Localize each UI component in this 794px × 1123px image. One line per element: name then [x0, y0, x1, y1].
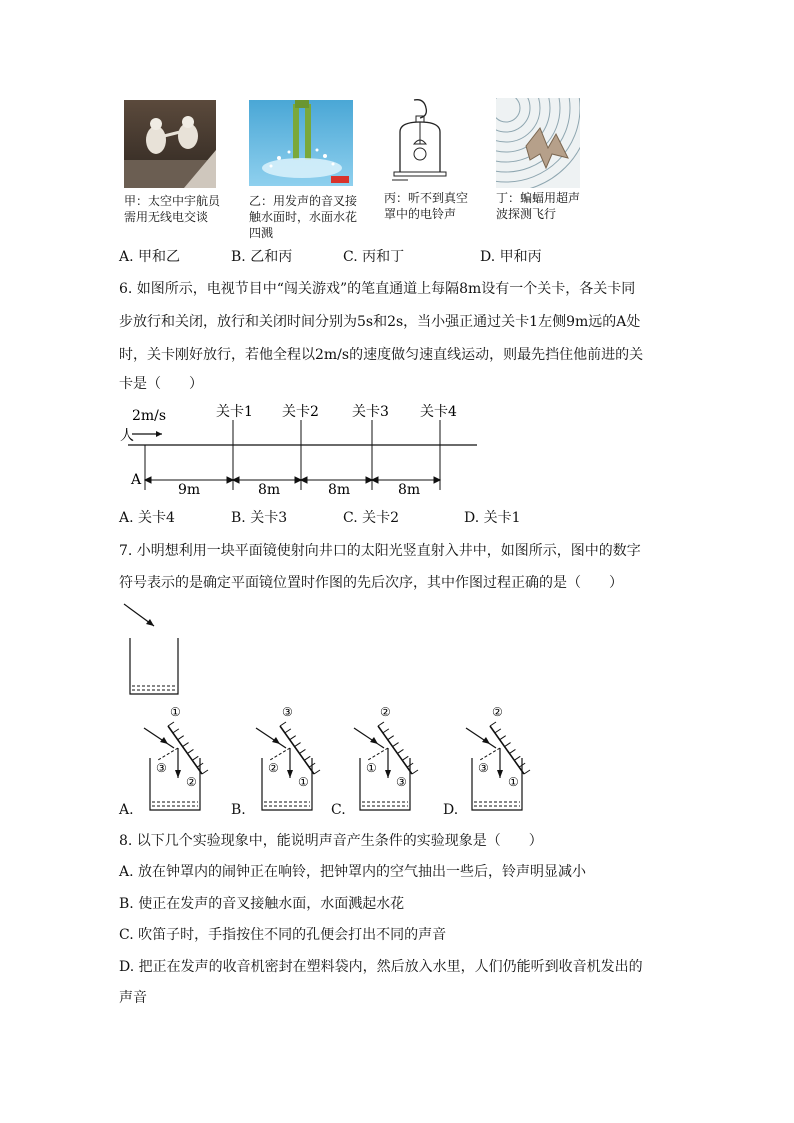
caption-line: 触水面时，水面水花 — [249, 210, 358, 224]
distance-8m-3: 8m — [398, 482, 421, 498]
normal-line — [158, 748, 178, 760]
caption-line: 丁：蝙蝠用超声 — [496, 191, 581, 205]
mirror-hatch — [304, 756, 310, 760]
distance-8m-2: 8m — [328, 482, 351, 498]
q6-option-a[interactable]: A. 关卡4 — [119, 510, 175, 526]
q5-option-d[interactable]: D. 甲和丙 — [480, 249, 542, 265]
normal-line — [480, 748, 500, 760]
mirror-hatch — [173, 729, 179, 733]
q7-option-b-figure[interactable] — [232, 702, 332, 820]
q6-option-c[interactable]: C. 关卡2 — [343, 510, 400, 526]
incident-ray — [256, 728, 286, 748]
q7-well-figure — [118, 600, 188, 700]
option-figure-svg — [120, 702, 220, 820]
q7-well-svg — [118, 600, 188, 700]
step-number: ① — [366, 761, 377, 775]
q8-option-a[interactable]: A. 放在钟罩内的闹钟正在响铃，把钟罩内的空气抽出一些后，铃声明显减小 — [119, 864, 587, 880]
q7-stem-line: 7. 小明想利用一块平面镜使射向井口的太阳光竖直射入井中，如图所示，图中的数字 — [119, 543, 641, 559]
mirror-hatch — [402, 756, 408, 760]
mirror-hatch — [187, 749, 193, 753]
mirror-hatch — [192, 756, 198, 760]
gate-1-label: 关卡1 — [216, 404, 253, 420]
q5-option-b[interactable]: B. 乙和丙 — [231, 249, 293, 265]
q8-stem: 8. 以下几个实验现象中，能说明声音产生条件的实验现象是（ ） — [119, 833, 543, 849]
option-figure-svg — [232, 702, 332, 820]
figure-tuning-fork — [249, 100, 353, 186]
arrowhead — [434, 477, 440, 483]
mirror-hatch — [412, 770, 418, 774]
caption-bing — [384, 190, 468, 222]
ray-arrowhead — [287, 770, 293, 778]
step-number: ③ — [282, 705, 293, 719]
step-number: ② — [492, 705, 503, 719]
mirror-hatch — [509, 749, 515, 753]
ray-arrowhead — [175, 770, 181, 778]
q8-option-d[interactable]: D. 把正在发声的收音机密封在塑料袋内，然后放入水里，人们仍能听到收音机发出的 — [119, 959, 643, 975]
incident-ray — [466, 728, 496, 748]
arrowhead — [372, 477, 378, 483]
ray-arrowhead — [370, 737, 378, 744]
q6-option-d[interactable]: D. 关卡1 — [464, 510, 521, 526]
mirror-hatch — [383, 729, 389, 733]
person-label: 人 — [120, 428, 134, 444]
mirror-hatch — [285, 729, 291, 733]
distance-8m-1: 8m — [258, 482, 281, 498]
distance-9m: 9m — [178, 482, 201, 498]
ray-arrowhead — [160, 737, 168, 744]
q6-stem-line: 步放行和关闭，放行和关闭时间分别为5s和2s，当小强正通过关卡1左侧9m远的A处 — [119, 314, 641, 330]
gate-3-label: 关卡3 — [352, 404, 389, 420]
caption-line: 罩中的电铃声 — [384, 207, 457, 221]
step-number: ③ — [478, 761, 489, 775]
normal-line — [270, 748, 290, 760]
step-number: ② — [268, 761, 279, 775]
gate-2-label: 关卡2 — [282, 404, 319, 420]
q5-option-a[interactable]: A. 甲和乙 — [119, 249, 181, 265]
q7-option-a[interactable]: A. — [119, 802, 134, 818]
mirror-hatch — [500, 736, 506, 740]
ray-arrowhead — [497, 770, 503, 778]
q8-option-c[interactable]: C. 吹笛子时，手指按住不同的孔便会打出不同的声音 — [119, 927, 447, 943]
figure-astronauts — [124, 100, 216, 188]
mirror-hatch — [378, 722, 384, 726]
caption-line: 波探测飞行 — [496, 207, 557, 221]
mirror-hatch — [280, 722, 286, 726]
ray-arrowhead — [385, 770, 391, 778]
q7-option-a-figure[interactable] — [120, 702, 220, 820]
caption-line: 甲：太空中宇航员 — [124, 194, 221, 208]
step-number: ③ — [156, 761, 167, 775]
caption-line: 需用无线电交谈 — [124, 210, 209, 224]
mirror-hatch — [505, 743, 511, 747]
speed-arrowhead — [156, 431, 162, 437]
q6-stem-line: 卡是（ ） — [119, 376, 203, 392]
q7-option-d[interactable]: D. — [443, 802, 459, 818]
mirror-hatch — [168, 722, 174, 726]
mirror-hatch — [178, 736, 184, 740]
caption-jia — [124, 193, 220, 225]
q6-diagram-svg — [110, 398, 490, 498]
mirror-hatch — [397, 749, 403, 753]
figure-bell-jar — [384, 98, 456, 188]
caption-ding — [496, 190, 580, 222]
q8-option-d-continuation: 声音 — [119, 990, 147, 1006]
step-number: ① — [508, 775, 519, 789]
point-a-label: A — [131, 472, 142, 488]
speed-label: 2m/s — [132, 408, 167, 424]
mirror-hatch — [183, 743, 189, 747]
q7-option-b[interactable]: B. — [231, 802, 246, 818]
step-number: ① — [298, 775, 309, 789]
step-number: ② — [186, 775, 197, 789]
q6-stem-line: 6. 如图所示，电视节目中“闯关游戏”的笔直通道上每隔8m设有一个关卡，各关卡同 — [119, 281, 636, 297]
mirror-hatch — [524, 770, 530, 774]
normal-line — [368, 748, 388, 760]
caption-yi — [249, 193, 357, 241]
step-number: ① — [170, 705, 181, 719]
arrowhead — [145, 477, 151, 483]
q7-stem-line: 符号表示的是确定平面镜位置时作图的先后次序，其中作图过程正确的是（ ） — [119, 575, 623, 591]
figure-bat — [496, 98, 580, 188]
arrowhead — [301, 477, 307, 483]
ray-arrowhead — [482, 737, 490, 744]
mirror-hatch — [490, 722, 496, 726]
mirror-hatch — [202, 770, 208, 774]
incident-ray — [354, 728, 384, 748]
q8-option-b[interactable]: B. 使正在发声的音叉接触水面，水面溅起水花 — [119, 896, 405, 912]
ray-arrowhead — [272, 737, 280, 744]
mirror-hatch — [495, 729, 501, 733]
q6-diagram — [110, 398, 490, 498]
gate-4-label: 关卡4 — [420, 404, 457, 420]
arrowhead — [233, 477, 239, 483]
q6-option-b[interactable]: B. 关卡3 — [231, 510, 288, 526]
q6-stem-line: 时，关卡刚好放行，若他全程以2m/s的速度做匀速直线运动，则最先挡住他前进的关 — [119, 347, 644, 363]
caption-line: 四溅 — [249, 226, 274, 240]
incident-ray — [144, 728, 174, 748]
step-number: ③ — [396, 775, 407, 789]
mirror-hatch — [314, 770, 320, 774]
mirror-hatch — [388, 736, 394, 740]
mirror-hatch — [514, 756, 520, 760]
mirror-hatch — [299, 749, 305, 753]
mirror-hatch — [393, 743, 399, 747]
q5-option-c[interactable]: C. 丙和丁 — [343, 249, 405, 265]
mirror-hatch — [295, 743, 301, 747]
ray-arrowhead — [146, 619, 154, 626]
caption-line: 乙：用发声的音叉接 — [249, 194, 358, 208]
mirror-hatch — [290, 736, 296, 740]
step-number: ② — [380, 705, 391, 719]
q7-option-c[interactable]: C. — [331, 802, 346, 818]
caption-line: 丙：听不到真空 — [384, 191, 469, 205]
